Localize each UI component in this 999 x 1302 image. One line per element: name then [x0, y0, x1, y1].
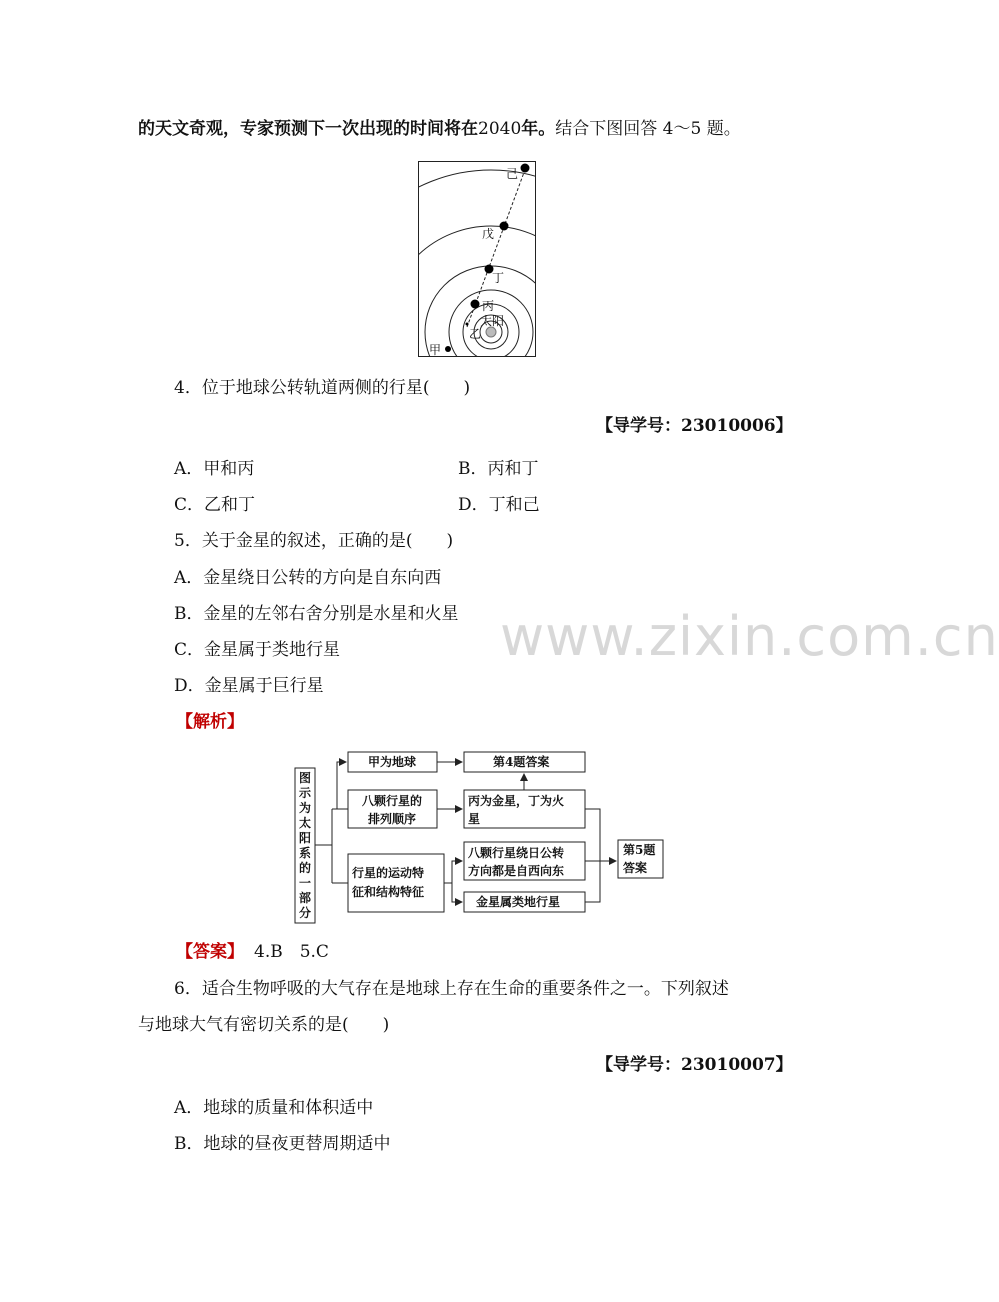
- label-yi: 乙: [469, 327, 482, 341]
- q4-option-c: C．乙和丁: [174, 495, 256, 515]
- q4-stem: 4．位于地球公转轨道两侧的行星( ): [174, 378, 471, 398]
- fc-root-char-1: 示: [299, 786, 312, 800]
- q5-stem: 5．关于金星的叙述，正确的是( ): [174, 531, 454, 551]
- planet-jia: [445, 346, 451, 352]
- fc-root-char-9: 分: [299, 906, 312, 920]
- q6-option-b: B．地球的昼夜更替周期适中: [174, 1134, 391, 1154]
- q5-option-c: C．金星属于类地行星: [174, 640, 341, 660]
- q6-option-a: A．地球的质量和体积适中: [174, 1098, 374, 1118]
- fc-b3b: 排列顺序: [368, 812, 417, 826]
- planet-bing: [471, 300, 480, 309]
- planet-yi: [466, 323, 469, 326]
- label-bing: 丙: [482, 299, 495, 313]
- intro-year: 2040: [478, 119, 522, 139]
- sun: [486, 327, 496, 337]
- answer-line: [176, 941, 329, 963]
- q4-option-b: B．丙和丁: [458, 459, 539, 479]
- planet-wu: [500, 222, 509, 231]
- fc-b4a: 丙为金星，丁为火: [468, 794, 565, 808]
- fc-b6b: 征和结构特征: [352, 885, 425, 899]
- fc-b2: 第4题答案: [493, 755, 550, 769]
- fc-b3a: 八颗行星的: [362, 794, 423, 808]
- box-motion-structure: [348, 854, 444, 912]
- answer-text: 4.B 5.C: [254, 942, 329, 962]
- intro-line: [138, 118, 741, 140]
- label-wu: 戊: [482, 227, 495, 241]
- q6-stem-line1: 6．适合生物呼吸的大气存在是地球上存在生命的重要条件之一。下列叙述: [174, 979, 729, 999]
- fc-b8: 金星属类地行星: [476, 895, 561, 909]
- q4-option-a: A．甲和丙: [174, 459, 255, 479]
- fc-b4b: 星: [468, 812, 481, 826]
- q6-reference: 【导学号：23010007】: [596, 1055, 793, 1075]
- watermark: www.zixin.com.cn: [500, 605, 999, 668]
- q6-stem-line2: 与地球大气有密切关系的是( ): [138, 1015, 390, 1035]
- fc-b5b: 答案: [623, 861, 648, 875]
- fc-b5a: 第5题: [623, 843, 656, 857]
- fc-root-char-5: 系: [299, 846, 312, 860]
- fc-b1: 甲为地球: [368, 755, 417, 769]
- q4-option-d: D．丁和己: [458, 495, 540, 515]
- label-ding: 丁: [492, 271, 505, 285]
- planet-ji: [521, 164, 530, 173]
- solar-system-figure: [418, 161, 536, 357]
- q4-reference: 【导学号：23010006】: [596, 416, 793, 436]
- fc-root-char-7: 一: [299, 876, 312, 890]
- fc-b6a: 行星的运动特: [352, 866, 425, 880]
- fc-root-char-8: 部: [299, 891, 312, 905]
- intro-rest: 结合下图回答 4～5 题。: [555, 119, 741, 139]
- fc-root-char-4: 阳: [299, 831, 312, 845]
- fc-root-char-6: 的: [299, 861, 312, 875]
- fc-b7b: 方向都是自西向东: [468, 864, 565, 878]
- fc-root-char-3: 太: [299, 816, 312, 830]
- q5-option-b: B．金星的左邻右舍分别是水星和火星: [174, 604, 459, 624]
- analysis-label: 【解析】: [176, 712, 244, 732]
- label-jia: 甲: [429, 343, 442, 357]
- fc-root-char-0: 图: [299, 771, 312, 785]
- intro-bold-text: 的天文奇观，专家预测下一次出现的时间将在: [138, 119, 478, 139]
- fc-root-char-2: 为: [299, 801, 312, 815]
- intro-year-suffix: 年。: [521, 119, 556, 139]
- answer-label: 【答案】: [176, 942, 244, 962]
- label-taiyang: 太阳: [480, 314, 505, 328]
- q5-option-d: D．金星属于巨行星: [174, 676, 324, 696]
- analysis-flowchart: [292, 746, 672, 928]
- fc-b7a: 八颗行星绕日公转: [468, 846, 565, 860]
- label-ji: 己: [506, 167, 519, 181]
- q5-option-a: A．金星绕日公转的方向是自东向西: [174, 568, 442, 588]
